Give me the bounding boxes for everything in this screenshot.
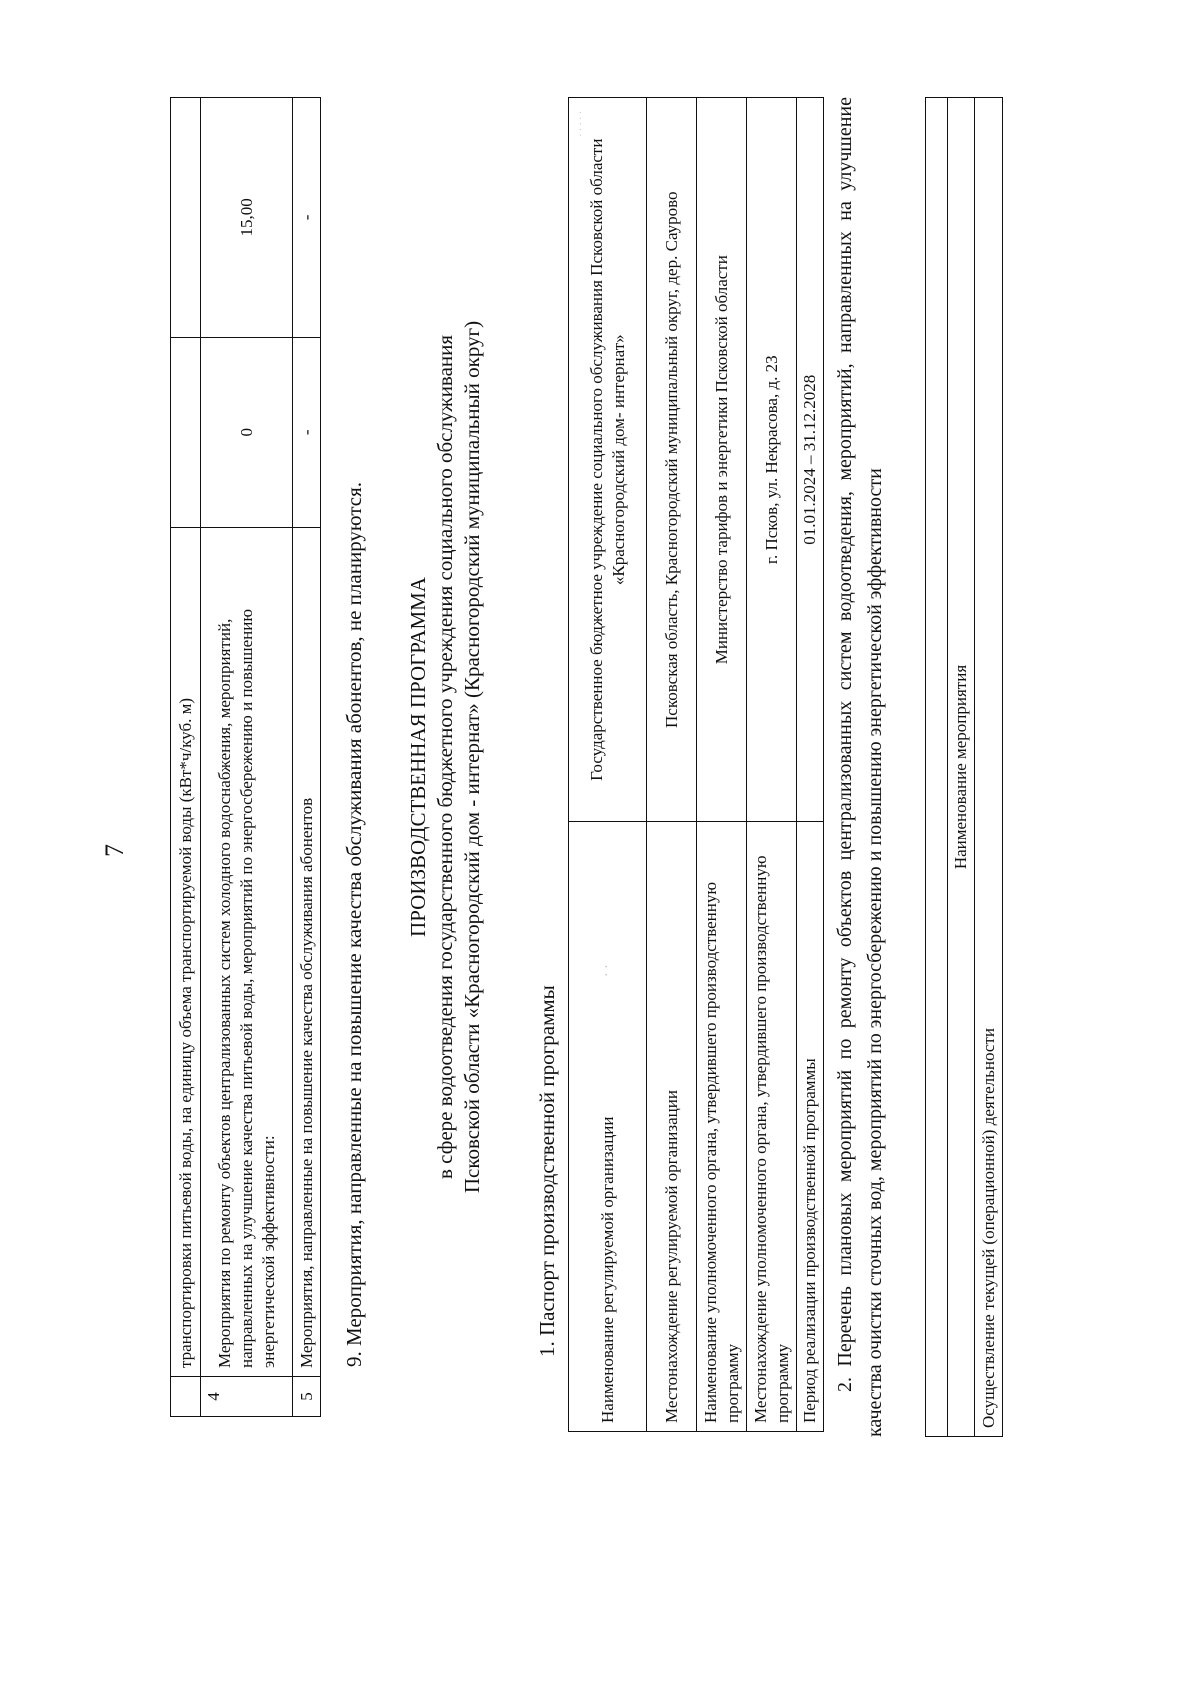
passport-value: Псковская область, Красногородский муниципальный округ, дер. Саурово [647,98,697,822]
passport-label: Период реализации производственной программы [797,822,824,1432]
measures-header: Наименование мероприятия [948,98,975,1437]
passport-label: Наименование уполномоченного органа, утвердившего производственную программу [697,822,747,1432]
passport-value: г. Псков, ул. Некрасова, д. 23 [747,98,797,822]
table-row [747,98,797,1432]
program-title-main: ПРОИЗВОДСТВЕННАЯ ПРОГРАММА [406,577,430,937]
table-row [201,98,293,1417]
table-row [697,98,747,1432]
scan-mark: ····· [575,108,587,137]
table-row [171,98,201,1417]
passport-value: Министерство тарифов и энергетики Псковской области [697,98,747,822]
program-title-subtitle-1: в сфере водоотведения государственного бюджетного учреждения социального обслуживания [433,334,457,1180]
energy-indicators-table [170,97,321,1417]
row-name: транспортировки питьевой воды, на единицу объема транспортируемой воды (кВт*ч/куб. м) [171,527,201,1376]
passport-label: Местонахождение регулируемой организации [647,822,697,1432]
section-1-heading: 1. Паспорт производственной программы [535,985,559,1357]
passport-table [568,97,824,1432]
table-row [647,98,697,1432]
page-number: 7 [100,844,129,857]
row-value-1 [171,337,201,527]
row-number: 5 [293,1377,321,1417]
passport-label: Наименование регулируемой организации [569,822,647,1432]
row-name: Мероприятия по ремонту объектов централизованных систем холодного водоснабжения, мероприятий, направленных на улучшение качества питьевой воды, мероприятий по энергосбережению и повышению энергетической эффективности: [201,527,293,1376]
row-value-2: - [293,98,321,338]
measures-table [925,97,1003,1437]
table-row [975,98,1003,1437]
passport-value: 01.01.2024 – 31.12.2028 [797,98,824,822]
row-value-2 [171,98,201,338]
table-row [948,98,975,1437]
scan-mark: · · [600,964,615,977]
program-title-subtitle-2: Псковской области «Красногородский дом - интернат» (Красногородский муниципальный округ) [460,320,484,1194]
row-value-1: - [293,337,321,527]
row-number: 4 [201,1377,293,1417]
row-name: Мероприятия, направленные на повышение качества обслуживания абонентов [293,527,321,1376]
row-number [171,1377,201,1417]
table-spacer-cell [926,98,948,1437]
table-row [797,98,824,1432]
measures-row-1: Осуществление текущей (операционной) деятельности [975,98,1003,1437]
table-row [569,98,647,1432]
row-value-2: 15,00 [201,98,293,338]
passport-label: Местонахождение уполномоченного органа, утвердившего производственную программу [747,822,797,1432]
section-9-text: 9. Мероприятия, направленные на повышение качества обслуживания абонентов, не планируются. [342,482,366,1367]
table-row [926,98,948,1437]
section-2-heading: 2. Перечень плановых мероприятий по ремонту объектов централизованных систем водоотведения, мероприятий, направленных на улучшение качества очистки сточных вод, мероприятий по энергосбережению и повышению энергетической эффективности [834,97,886,1437]
program-title [405,77,486,1437]
table-row [293,98,321,1417]
passport-value: Государственное бюджетное учреждение социального обслуживания Псковской области «Красногородский дом- интернат» [569,98,647,822]
row-value-1: 0 [201,337,293,527]
